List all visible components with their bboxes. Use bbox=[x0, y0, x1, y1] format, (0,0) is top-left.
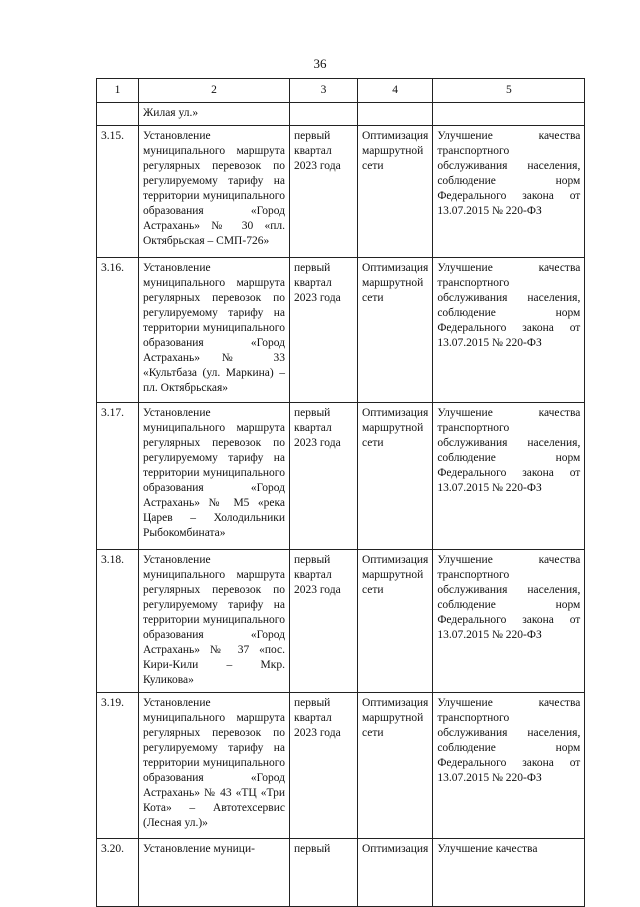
page-number: 36 bbox=[313, 56, 327, 71]
row-result: Улучшение качества транспортного обслуживания населения, соблюдение норм Федерального закона от 13.07.2015 № 220-ФЗ bbox=[433, 403, 585, 550]
table-row-continuation bbox=[97, 103, 585, 126]
table-row bbox=[97, 126, 585, 258]
row-goal: Оптимизация маршрутной сети bbox=[358, 258, 433, 403]
row-description: Установление муниципального маршрута регулярных перевозок по регулируемому тарифу на территории муниципального образования «Город Астрахань» № 37 «пос. Кири-Кили – Мкр. Куликова» bbox=[139, 550, 290, 693]
table-row bbox=[97, 839, 585, 907]
table-row bbox=[97, 403, 585, 550]
row-description: Установление муниципального маршрута регулярных перевозок по регулируемому тарифу на территории муниципального образования «Город Астрахань» № 30 «пл. Октябрьская – СМП-726» bbox=[139, 126, 290, 258]
row-result: Улучшение качества транспортного обслуживания населения, соблюдение норм Федерального закона от 13.07.2015 № 220-ФЗ bbox=[433, 126, 585, 258]
row-number: 3.19. bbox=[97, 693, 139, 839]
plan-table bbox=[96, 78, 585, 907]
row-period: первый квартал 2023 года bbox=[290, 258, 358, 403]
empty-cell bbox=[97, 103, 139, 126]
row-result: Улучшение качества транспортного обслуживания населения, соблюдение норм Федерального закона от 13.07.2015 № 220-ФЗ bbox=[433, 693, 585, 839]
row-number: 3.17. bbox=[97, 403, 139, 550]
table-row bbox=[97, 258, 585, 403]
row-period: первый квартал 2023 года bbox=[290, 126, 358, 258]
empty-cell bbox=[358, 103, 433, 126]
row-goal: Оптимизация маршрутной сети bbox=[358, 693, 433, 839]
row-result: Улучшение качества транспортного обслуживания населения, соблюдение норм Федерального закона от 13.07.2015 № 220-ФЗ bbox=[433, 550, 585, 693]
row-period: первый bbox=[290, 839, 358, 907]
row-description: Установление муниципального маршрута регулярных перевозок по регулируемому тарифу на территории муниципального образования «Город Астрахань» № М5 «река Царев – Холодильники Рыбокомбината» bbox=[139, 403, 290, 550]
column-header-2: 2 bbox=[139, 79, 290, 103]
row-number: 3.15. bbox=[97, 126, 139, 258]
column-header-4: 4 bbox=[358, 79, 433, 103]
row-goal: Оптимизация bbox=[358, 839, 433, 907]
column-header-3: 3 bbox=[290, 79, 358, 103]
table-row bbox=[97, 550, 585, 693]
row-number: 3.20. bbox=[97, 839, 139, 907]
column-header-1: 1 bbox=[97, 79, 139, 103]
row-period: первый квартал 2023 года bbox=[290, 550, 358, 693]
column-header-5: 5 bbox=[433, 79, 585, 103]
row-description: Установление муниципального маршрута регулярных перевозок по регулируемому тарифу на территории муниципального образования «Город Астрахань» № 33 «Культбаза (ул. Маркина) – пл. Октябрьская» bbox=[139, 258, 290, 403]
row-number: 3.16. bbox=[97, 258, 139, 403]
empty-cell bbox=[433, 103, 585, 126]
empty-cell bbox=[290, 103, 358, 126]
row-result: Улучшение качества bbox=[433, 839, 585, 907]
table-header-row bbox=[97, 79, 585, 103]
table-row bbox=[97, 693, 585, 839]
continuation-text: Жилая ул.» bbox=[139, 103, 290, 126]
row-number: 3.18. bbox=[97, 550, 139, 693]
row-description: Установление муници- bbox=[139, 839, 290, 907]
row-goal: Оптимизация маршрутной сети bbox=[358, 403, 433, 550]
row-goal: Оптимизация маршрутной сети bbox=[358, 126, 433, 258]
row-period: первый квартал 2023 года bbox=[290, 403, 358, 550]
row-period: первый квартал 2023 года bbox=[290, 693, 358, 839]
row-result: Улучшение качества транспортного обслуживания населения, соблюдение норм Федерального закона от 13.07.2015 № 220-ФЗ bbox=[433, 258, 585, 403]
row-description: Установление муниципального маршрута регулярных перевозок по регулируемому тарифу на территории муниципального образования «Город Астрахань» № 43 «ТЦ «Три Кота» – Автотехсервис (Лесная ул.)» bbox=[139, 693, 290, 839]
row-goal: Оптимизация маршрутной сети bbox=[358, 550, 433, 693]
